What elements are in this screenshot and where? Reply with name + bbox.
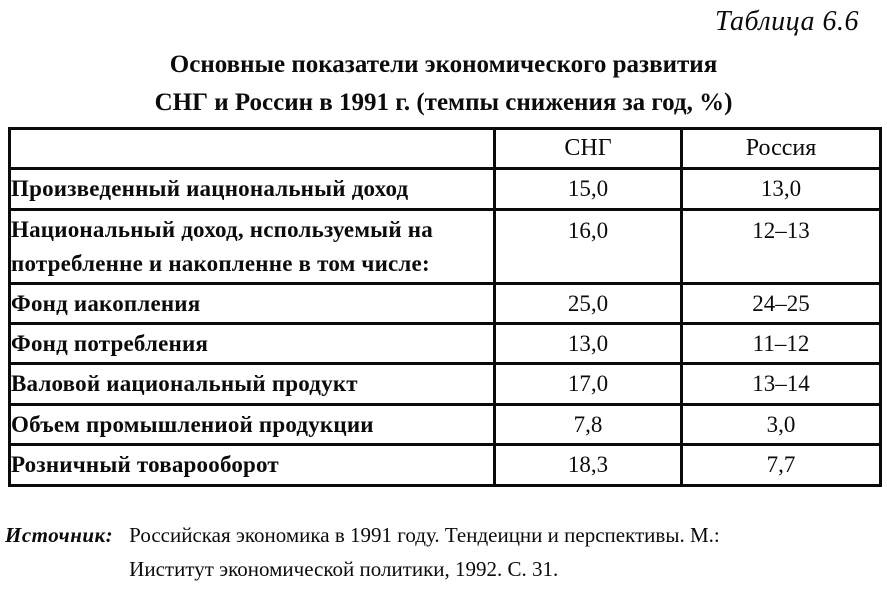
row-russia-value: 12–13 bbox=[682, 210, 881, 284]
table-row bbox=[10, 210, 881, 284]
row-russia-value: 13–14 bbox=[682, 364, 881, 405]
table-header-row bbox=[10, 129, 881, 169]
source-text bbox=[129, 518, 883, 586]
row-sng-value: 16,0 bbox=[495, 210, 682, 284]
row-russia-value: 3,0 bbox=[682, 405, 881, 445]
row-russia-value: 7,7 bbox=[682, 445, 881, 486]
row-label: Фонд потребления bbox=[10, 324, 495, 364]
header-indicator-cell bbox=[10, 129, 495, 169]
row-russia-value: 13,0 bbox=[682, 169, 881, 210]
row-sng-value: 7,8 bbox=[495, 405, 682, 445]
row-label: Произведенный иацнональный доход bbox=[10, 169, 495, 210]
table-title-line1: Основные показатели экономического развития bbox=[169, 51, 718, 78]
source-label: Источник: bbox=[5, 523, 114, 547]
row-russia-value: 11–12 bbox=[682, 324, 881, 364]
table-row bbox=[10, 405, 881, 445]
source-text-line1: Российская экономика в 1991 году. Тендеицни и перспективы. М.: bbox=[129, 523, 720, 547]
row-label: Объем промышлениой продукции bbox=[10, 405, 495, 445]
table-row bbox=[10, 324, 881, 364]
row-label: Фонд иакопления bbox=[10, 284, 495, 324]
row-label: Розничный товарооборот bbox=[10, 445, 495, 486]
row-sng-value: 25,0 bbox=[495, 284, 682, 324]
header-sng-cell: СНГ bbox=[495, 129, 682, 169]
source-text-line2: Ииститут экономической политики, 1992. С. 31. bbox=[129, 557, 559, 581]
row-label: Национальный доход, нспользуемый на потребленне и накопленне в том числе: bbox=[10, 210, 495, 284]
table-row bbox=[10, 445, 881, 486]
table-row bbox=[10, 284, 881, 324]
table-row bbox=[10, 364, 881, 405]
table-title-line2: СНГ и Россин в 1991 г. (темпы снижения за год, %) bbox=[154, 89, 733, 116]
row-russia-value: 24–25 bbox=[682, 284, 881, 324]
row-sng-value: 15,0 bbox=[495, 169, 682, 210]
row-sng-value: 17,0 bbox=[495, 364, 682, 405]
row-label: Валовой иациональный продукт bbox=[10, 364, 495, 405]
table-number-label: Таблица 6.6 bbox=[715, 6, 859, 37]
row-sng-value: 18,3 bbox=[495, 445, 682, 486]
indicators-table bbox=[8, 127, 882, 487]
table-row bbox=[10, 169, 881, 210]
row-sng-value: 13,0 bbox=[495, 324, 682, 364]
header-russia-cell: Россия bbox=[682, 129, 881, 169]
source-note bbox=[5, 518, 883, 586]
table-title bbox=[0, 46, 887, 122]
